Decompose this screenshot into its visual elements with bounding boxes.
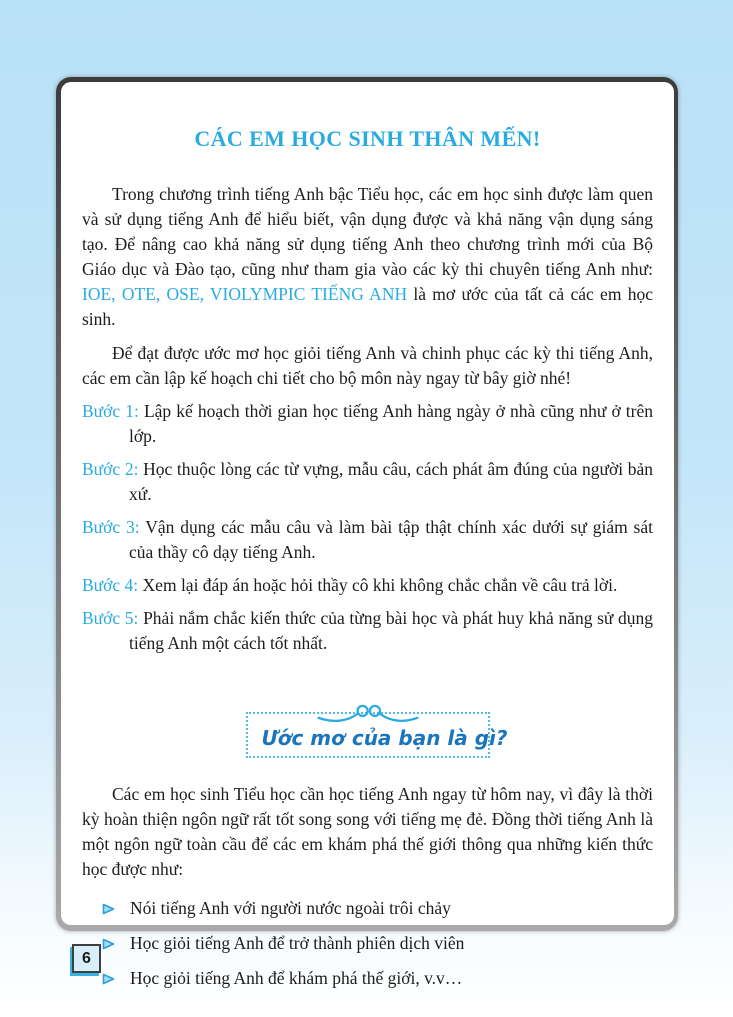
step-text-2: Học thuộc lòng các từ vựng, mẫu câu, cách phát âm đúng của người bản xứ. [129, 459, 653, 504]
benefit-item-1 [102, 896, 653, 920]
step-text-5: Phải nắm chắc kiến thức của từng bài học và phát huy khả năng sử dụng tiếng Anh một cách tốt nhất. [129, 608, 654, 653]
page-card-frame [56, 77, 678, 988]
step-label-2: Bước 2: [82, 459, 139, 479]
page-card [61, 82, 674, 988]
arrow-bullet-icon [102, 967, 115, 991]
why-learn-paragraph: Các em học sinh Tiểu học cần học tiếng Anh ngay từ hôm nay, vì đây là thời kỳ hoàn thiện ngôn ngữ rất tốt song song với tiếng mẹ đẻ. Đồng thời tiếng Anh là một ngôn ngữ toàn cầu để các em khám phá thế giới thông qua những kiến thức học được như: [82, 784, 653, 879]
benefit-text-1: Nói tiếng Anh với người nước ngoài trôi chảy [130, 898, 451, 918]
step-item-5 [82, 606, 653, 656]
step-item-3 [82, 515, 653, 565]
arrow-bullet-icon [102, 932, 115, 956]
benefits-list [82, 896, 653, 990]
intro-text-part1: Trong chương trình tiếng Anh bậc Tiểu học, các em học sinh được làm quen và sử dụng tiếng Anh để hiểu biết, vận dụng được và khả năng vận dụng sáng tạo. Để nâng cao khả năng sử dụng tiếng Anh theo chương trình mới của Bộ Giáo dục và Đào tạo, cũng như tham gia vào các kỳ thi chuyên tiếng Anh như: [82, 184, 653, 279]
intro-paragraph [82, 182, 653, 332]
step-item-4 [82, 573, 653, 598]
step-label-3: Bước 3: [82, 517, 140, 537]
step-item-1 [82, 399, 653, 449]
step-text-1: Lập kế hoạch thời gian học tiếng Anh hàng ngày ở nhà cũng như ở trên lớp. [129, 401, 653, 446]
benefit-text-3: Học giỏi tiếng Anh để khám phá thế giới, v.v… [130, 968, 463, 988]
benefit-text-2: Học giỏi tiếng Anh để trở thành phiên dịch viên [130, 933, 465, 953]
step-label-4: Bước 4: [82, 575, 139, 595]
dream-question-text: Ước mơ của bạn là gì? [261, 726, 508, 750]
swirl-flourish-icon [314, 701, 422, 732]
benefit-item-2 [102, 931, 653, 955]
steps-list [82, 399, 653, 656]
plan-intro-paragraph: Để đạt được ước mơ học giỏi tiếng Anh và chinh phục các kỳ thi tiếng Anh, các em cần lập kế hoạch chi tiết cho bộ môn này ngay từ bây giờ nhé! [82, 343, 653, 388]
dream-question-box [246, 712, 508, 758]
step-text-3: Vận dụng các mẫu câu và làm bài tập thật chính xác dưới sự giám sát của thầy cô dạy tiếng Anh. [129, 517, 653, 562]
step-item-2 [82, 457, 653, 507]
benefit-item-3 [102, 966, 653, 990]
step-label-1: Bước 1: [82, 401, 139, 421]
step-text-4: Xem lại đáp án hoặc hỏi thầy cô khi không chắc chắn về câu trả lời. [142, 575, 618, 595]
intro-text-part2: là mơ ước của tất cả các em học sinh. [82, 284, 653, 329]
page-title: CÁC EM HỌC SINH THÂN MẾN! [194, 126, 541, 151]
page-number: 6 [82, 949, 91, 967]
page-number-badge [72, 944, 101, 973]
arrow-bullet-icon [102, 897, 115, 921]
exam-names-highlight: IOE, OTE, OSE, VIOLYMPIC TIẾNG ANH [82, 284, 408, 304]
step-label-5: Bước 5: [82, 608, 139, 628]
